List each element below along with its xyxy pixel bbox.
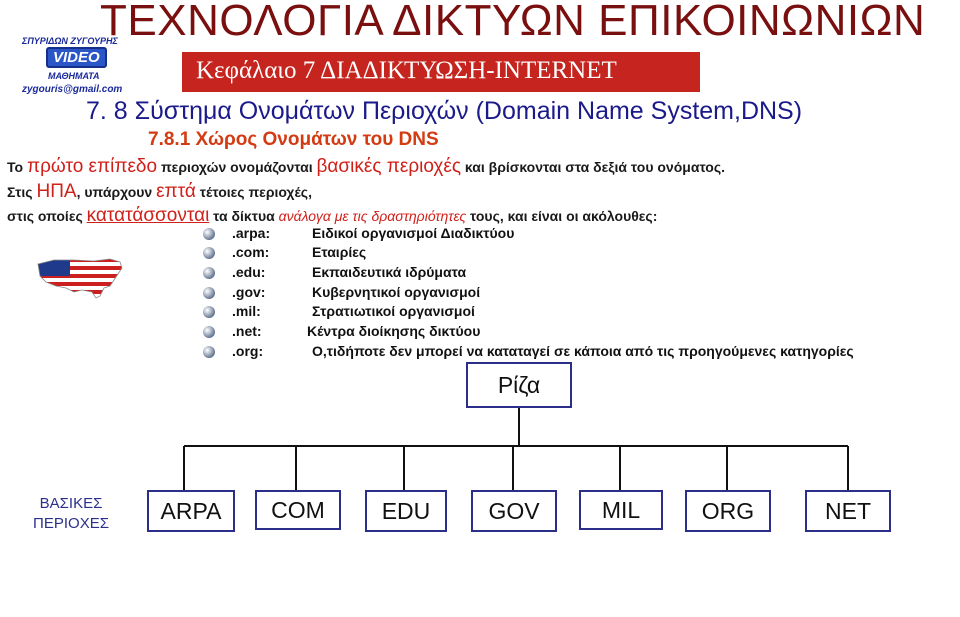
logo-name: ΣΠΥΡΙΔΩΝ ΖΥΓΟΥΡΗΣ	[22, 36, 118, 46]
section-title: 7. 8 Σύστημα Ονομάτων Περιοχών (Domain Name System,DNS)	[86, 97, 803, 125]
tree-node-net: NET	[805, 490, 891, 532]
text: Το	[7, 159, 27, 175]
domain-code: .mil:	[232, 303, 261, 319]
logo-email: zygouris@gmail.com	[22, 84, 123, 95]
highlight-usa: ΗΠΑ	[36, 181, 77, 202]
text: Στις	[7, 184, 37, 200]
highlight-basic-domains: βασικές περιοχές	[316, 156, 462, 177]
highlight-first-level: πρώτο επίπεδο	[26, 156, 158, 177]
tree-node-org: ORG	[685, 490, 771, 532]
domain-desc: Κυβερνητικοί οργανισμοί	[312, 284, 481, 300]
domain-code: .edu:	[232, 264, 266, 280]
text: τα δίκτυα	[209, 208, 279, 224]
domain-code: .gov:	[232, 284, 266, 300]
domain-desc: Εκπαιδευτικά ιδρύματα	[312, 264, 467, 280]
domain-code: .net:	[232, 323, 262, 339]
text: τους, και είναι οι ακόλουθες:	[466, 208, 658, 224]
highlight-seven: επτά	[156, 181, 196, 202]
domain-desc: Εταιρίες	[312, 244, 367, 260]
main-title: ΤΕΧΝΟΛΟΓΙΑ ΔΙΚΤΥΩΝ ΕΠΙΚΟΙΝΩΝΙΩΝ	[100, 0, 926, 45]
text: , υπάρχουν	[76, 184, 157, 200]
domain-code: .com:	[232, 244, 270, 260]
logo-video: VIDEO	[46, 47, 107, 68]
domain-code: .arpa:	[232, 225, 271, 241]
tree-node-gov: GOV	[471, 490, 557, 532]
domain-desc: Ειδικοί οργανισμοί Διαδικτύου	[312, 225, 515, 241]
text: περιοχών ονομάζονται	[157, 159, 317, 175]
tree-root-node: Ρίζα	[466, 362, 572, 408]
tree-node-com: COM	[255, 490, 341, 530]
tree-node-mil: MIL	[579, 490, 663, 530]
subsection-title: 7.8.1 Χώρος Ονομάτων του DNS	[148, 129, 439, 150]
label-line: ΒΑΣΙΚΕΣ	[39, 495, 103, 512]
text: τέτοιες περιοχές,	[195, 184, 312, 200]
logo-lessons: ΜΑΘΗΜΑΤΑ	[48, 71, 100, 81]
tree-node-edu: EDU	[365, 490, 447, 532]
label-line: ΠΕΡΙΟΧΕΣ	[33, 515, 109, 532]
highlight-activities: ανάλογα με τις δραστηριότητες	[278, 208, 467, 224]
domain-desc: Ο,τιδήποτε δεν μπορεί να καταταγεί σε κάποια από τις προηγούμενες κατηγορίες	[312, 343, 854, 359]
domain-code: .org:	[232, 343, 264, 359]
text: στις οποίες	[7, 208, 87, 224]
text: και βρίσκονται στα δεξιά του ονόματος.	[461, 159, 726, 175]
chapter-title: Κεφάλαιο 7 ΔΙΑΔΙΚΤΥΩΣΗ-INTERNET	[196, 57, 617, 84]
tree-node-arpa: ARPA	[147, 490, 235, 532]
domain-desc: Στρατιωτικοί οργανισμοί	[312, 303, 475, 319]
domain-desc: Κέντρα διοίκησης δικτύου	[307, 323, 481, 339]
basic-domains-label	[25, 494, 117, 534]
highlight-classified: κατατάσσονται	[86, 205, 210, 226]
